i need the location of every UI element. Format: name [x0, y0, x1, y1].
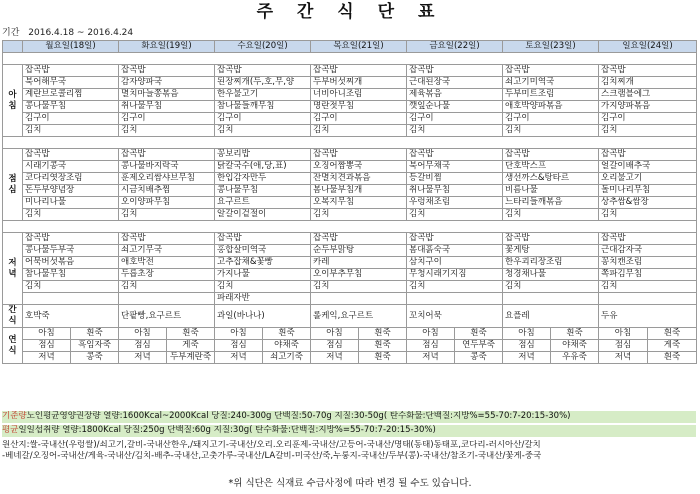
menu-cell: 코다리엿장조림: [23, 173, 119, 185]
menu-cell: [23, 293, 119, 305]
menu-cell: 잡곡밥: [311, 65, 407, 77]
soft-meal-cell: [23, 340, 119, 352]
menu-cell: 순두부맑탕: [311, 245, 407, 257]
soft-meal-time: 아침: [422, 328, 439, 338]
soft-meal-cell: [407, 328, 503, 340]
menu-cell: 잡곡밥: [503, 233, 599, 245]
soft-meal-porridge: 흰죽: [70, 328, 118, 339]
menu-cell: 김구이: [503, 113, 599, 125]
meal-label: 저녁: [3, 233, 23, 305]
nutrition-standard-text: 노인평균영양권장량 열량:1600Kcal~2000Kcal 당질:240-300g 단백질:50-70g 지질:30-50g( 탄수화물:단백질:지방%=55-70:7-20:15-30%): [26, 411, 571, 421]
menu-cell: 김치: [599, 281, 697, 293]
corner-cell: [3, 41, 23, 53]
soft-meal-time: 저녁: [230, 352, 247, 362]
menu-cell: 잡곡밥: [119, 149, 215, 161]
menu-cell: 김치: [407, 209, 503, 221]
menu-cell: 잡곡밥: [23, 65, 119, 77]
soft-meal-cell: [119, 340, 215, 352]
nutrition-standard: [2, 411, 696, 423]
menu-cell: 두부버섯찌개: [311, 77, 407, 89]
soft-meal-porridge: 흰죽: [647, 352, 696, 363]
menu-cell: 오복지무침: [311, 197, 407, 209]
menu-cell: 파래자반: [215, 293, 311, 305]
menu-cell: 김치: [503, 125, 599, 137]
menu-cell: 북어해무국: [23, 77, 119, 89]
menu-cell: 미나리나물: [23, 197, 119, 209]
soft-meal-time: 저녁: [38, 352, 55, 362]
soft-meal-time: 저녁: [326, 352, 343, 362]
soft-meal-porridge: 흰죽: [358, 352, 406, 363]
nutrition-standard-tag: 기준량: [2, 411, 27, 421]
menu-cell: 쇠고기무국: [119, 245, 215, 257]
menu-cell: 김치: [119, 209, 215, 221]
soft-meal-porridge: 두부계란죽: [166, 352, 214, 363]
menu-cell: 꽁치캔조림: [599, 257, 697, 269]
menu-cell: 가지양파볶음: [599, 101, 697, 113]
menu-cell: 애호박전: [119, 257, 215, 269]
menu-cell: 김치: [215, 281, 311, 293]
menu-cell: 근대감자국: [599, 245, 697, 257]
menu-cell: 잡곡밥: [407, 65, 503, 77]
soft-meal-time: 아침: [134, 328, 151, 338]
menu-table: [2, 40, 697, 364]
nutrition-average-tag: 평균: [2, 425, 19, 435]
origin-line: -베네갈/오징어-국내산/게육-국내산/김치-배추-국내산,고춧가루-국내산/LA갈비-미국산/죽,누룽지-국내산/두부(콩)-국내산/참조기-국내산/꽃게-중국: [2, 451, 542, 461]
menu-cell: 상추쌈&쌈장: [599, 197, 697, 209]
soft-meal-time: 저녁: [518, 352, 535, 362]
day-header: 화요일(19일): [119, 41, 215, 53]
menu-cell: 꽃게탕: [503, 245, 599, 257]
menu-cell: 깻잎순나물: [407, 101, 503, 113]
soft-meal-time: 점심: [230, 340, 247, 350]
menu-cell: 김구이: [215, 113, 311, 125]
menu-cell: 잡곡밥: [407, 149, 503, 161]
soft-meal-cell: [599, 340, 697, 352]
menu-cell: 잡곡밥: [599, 233, 697, 245]
soft-meal-cell: [215, 328, 311, 340]
menu-cell: 김구이: [23, 113, 119, 125]
soft-meal-cell: [503, 352, 599, 364]
soft-meal-row: [3, 352, 697, 364]
soft-meal-time: 저녁: [614, 352, 632, 362]
day-header: 금요일(22일): [407, 41, 503, 53]
menu-cell: 근대된장국: [407, 77, 503, 89]
day-header: 토요일(23일): [503, 41, 599, 53]
soft-meal-porridge: 콩죽: [454, 352, 502, 363]
menu-cell: 잡곡밥: [599, 65, 697, 77]
soft-meal-time: 점심: [422, 340, 439, 350]
menu-row: [3, 245, 697, 257]
menu-cell: 김치: [503, 209, 599, 221]
menu-cell: 삼치구이: [407, 257, 503, 269]
separator-row: [3, 53, 697, 65]
separator-cell: [3, 53, 697, 65]
soft-meal-porridge: 흰죽: [358, 340, 406, 351]
menu-cell: 김치: [311, 209, 407, 221]
menu-row: [3, 77, 697, 89]
snack-cell: 롤케익,요구르트: [311, 305, 407, 328]
period: [2, 25, 139, 38]
menu-cell: 김구이: [311, 113, 407, 125]
origin-line: 원산지:쌀-국내산(우렁쌀)/쇠고기,갈비-국내산한우,/돼지고기-국내산/오리.오리훈제-국내산/고등어-국내산/명태(동태)동태포,코다리-러시아산/갈치: [2, 440, 541, 450]
soft-meal-cell: [503, 340, 599, 352]
menu-cell: 잡곡밥: [119, 233, 215, 245]
menu-row: [3, 173, 697, 185]
menu-cell: 김치: [407, 281, 503, 293]
menu-row: [3, 269, 697, 281]
soft-meal-porridge: 쇠고기죽: [262, 352, 310, 363]
soft-meal-porridge: 흰죽: [166, 328, 214, 339]
soft-meal-cell: [119, 328, 215, 340]
menu-cell: 너비아니조림: [311, 89, 407, 101]
menu-cell: 알갈이겉절이: [215, 209, 311, 221]
soft-meal-cell: [599, 352, 697, 364]
menu-cell: 멸치마늘쫑볶음: [119, 89, 215, 101]
menu-cell: 콩나물두부국: [23, 245, 119, 257]
menu-cell: 우렁채조림: [407, 197, 503, 209]
meal-label: 점심: [3, 149, 23, 221]
separator-row: [3, 221, 697, 233]
menu-cell: 잡곡밥: [23, 233, 119, 245]
meal-label: 아침: [3, 65, 23, 137]
menu-cell: 잡곡밥: [215, 65, 311, 77]
soft-meal-porridge: 흰죽: [550, 328, 598, 339]
soft-meal-porridge: 콩죽: [70, 352, 118, 363]
menu-row: [3, 293, 697, 305]
menu-cell: 잔멸치견과볶음: [311, 173, 407, 185]
soft-meal-cell: [119, 352, 215, 364]
menu-cell: 쪽파김무침: [599, 269, 697, 281]
menu-cell: 느타리들깨볶음: [503, 197, 599, 209]
menu-cell: 돌미나리무침: [599, 185, 697, 197]
menu-row: [3, 233, 697, 245]
menu-cell: 잡곡밥: [599, 149, 697, 161]
snack-label: 간식: [3, 305, 23, 328]
menu-cell: 계란브로콜리찜: [23, 89, 119, 101]
soft-meal-time: 점심: [518, 340, 535, 350]
menu-cell: 김치: [311, 125, 407, 137]
menu-cell: 훈제오리쌈샤브무침: [119, 173, 215, 185]
menu-cell: 비름나물: [503, 185, 599, 197]
menu-cell: 취나물무침: [119, 101, 215, 113]
soft-meal-time: 점심: [38, 340, 55, 350]
nutrition-average-text: 일일섭취량 열량:1800Kcal 당질:250g 단백질:60g 지질:30g( 탄수화물:단백질:지방%=55-70:7-20:15-30%): [18, 425, 436, 435]
origin-info: [2, 440, 696, 462]
menu-row: [3, 185, 697, 197]
menu-cell: 등갈비찜: [407, 173, 503, 185]
menu-row: [3, 113, 697, 125]
snack-cell: 단팥빵,요구르트: [119, 305, 215, 328]
snack-cell: 두유: [599, 305, 697, 328]
menu-row: [3, 101, 697, 113]
menu-cell: 어묵버섯볶음: [23, 257, 119, 269]
page-title: 주 간 식 단 표: [256, 2, 444, 22]
menu-row: [3, 209, 697, 221]
menu-cell: 홍합살미역국: [215, 245, 311, 257]
menu-cell: 한우불고기: [215, 89, 311, 101]
menu-cell: 잡곡밥: [311, 233, 407, 245]
menu-cell: 김치찌개: [599, 77, 697, 89]
snack-cell: 과일(바나나): [215, 305, 311, 328]
menu-cell: 두릅초장: [119, 269, 215, 281]
soft-meal-row: [3, 340, 697, 352]
soft-meal-time: 저녁: [422, 352, 439, 362]
menu-cell: 시래기콩국: [23, 161, 119, 173]
menu-cell: 봄대흙숙국: [407, 245, 503, 257]
menu-cell: 잡곡밥: [503, 65, 599, 77]
menu-cell: 돈두부양념장: [23, 185, 119, 197]
menu-row: [3, 89, 697, 101]
snack-cell: 호박죽: [23, 305, 119, 328]
menu-cell: 김치: [119, 125, 215, 137]
soft-meal-cell: [215, 340, 311, 352]
soft-meal-time: 저녁: [134, 352, 151, 362]
separator-cell: [3, 221, 697, 233]
snack-row: [3, 305, 697, 328]
menu-cell: 오리불고기: [599, 173, 697, 185]
menu-cell: 참나물들깨무침: [215, 101, 311, 113]
menu-cell: 가지나물: [215, 269, 311, 281]
soft-meal-porridge: 흰죽: [358, 328, 406, 339]
day-header: 목요일(21일): [311, 41, 407, 53]
menu-cell: [503, 293, 599, 305]
menu-row: [3, 161, 697, 173]
menu-cell: 김치: [119, 281, 215, 293]
menu-cell: [407, 293, 503, 305]
day-header: 일요일(24일): [599, 41, 697, 53]
menu-cell: 김치: [599, 125, 697, 137]
menu-cell: 된장찌개(두,호,무,양: [215, 77, 311, 89]
menu-cell: 한입감자만두: [215, 173, 311, 185]
menu-cell: 두부미트조림: [503, 89, 599, 101]
menu-cell: 얼갈이배추국: [599, 161, 697, 173]
menu-row: [3, 281, 697, 293]
menu-cell: 콩나물바지락국: [119, 161, 215, 173]
menu-cell: [599, 293, 697, 305]
soft-meal-porridge: 게죽: [166, 340, 214, 351]
menu-cell: 스크램블에그: [599, 89, 697, 101]
menu-cell: 오징어짬뽕국: [311, 161, 407, 173]
soft-meal-cell: [311, 328, 407, 340]
menu-cell: 한우괴리장조림: [503, 257, 599, 269]
soft-meal-time: 아침: [614, 328, 632, 338]
menu-cell: 잡곡밥: [311, 149, 407, 161]
menu-cell: 봄나물부침개: [311, 185, 407, 197]
soft-meal-cell: [215, 352, 311, 364]
menu-cell: 김치: [23, 209, 119, 221]
soft-meal-time: 아침: [38, 328, 55, 338]
soft-meal-porridge: 야채죽: [550, 340, 598, 351]
snack-cell: 요플레: [503, 305, 599, 328]
menu-row: [3, 125, 697, 137]
period-value: 2016.4.18 ~ 2016.4.24: [28, 28, 134, 38]
soft-meal-porridge: 흰죽: [262, 328, 310, 339]
menu-cell: 꽁보리밥: [215, 149, 311, 161]
menu-cell: 북어무채국: [407, 161, 503, 173]
soft-meal-porridge: 흰죽: [647, 328, 696, 339]
separator-row: [3, 137, 697, 149]
menu-cell: 김치: [215, 125, 311, 137]
soft-meal-cell: [407, 352, 503, 364]
menu-cell: 잡곡밥: [407, 233, 503, 245]
soft-meal-porridge: 연두부죽: [454, 340, 502, 351]
soft-meal-porridge: 흑임자죽: [70, 340, 118, 351]
soft-meal-label: 연식: [3, 328, 23, 364]
menu-cell: 잡곡밥: [503, 149, 599, 161]
snack-cell: 꼬치어묵: [407, 305, 503, 328]
menu-cell: 단호박스프: [503, 161, 599, 173]
soft-meal-porridge: 야채죽: [262, 340, 310, 351]
soft-meal-time: 점심: [134, 340, 151, 350]
menu-cell: 제육볶음: [407, 89, 503, 101]
menu-cell: 콩나물무침: [215, 185, 311, 197]
soft-meal-cell: [311, 352, 407, 364]
notice: *위 식단은 식재료 수급사정에 따라 변경 될 수도 있습니다.: [228, 478, 472, 489]
separator-cell: [3, 137, 697, 149]
menu-cell: 김치: [23, 281, 119, 293]
soft-meal-cell: [311, 340, 407, 352]
menu-cell: 오이부추무침: [311, 269, 407, 281]
menu-row: [3, 257, 697, 269]
menu-cell: 참나물무침: [23, 269, 119, 281]
soft-meal-time: 점심: [326, 340, 343, 350]
soft-meal-row: [3, 328, 697, 340]
soft-meal-time: 아침: [326, 328, 343, 338]
menu-cell: 쇠고기미역국: [503, 77, 599, 89]
menu-cell: 잡곡밥: [23, 149, 119, 161]
soft-meal-cell: [599, 328, 697, 340]
menu-cell: 김치: [503, 281, 599, 293]
soft-meal-cell: [23, 352, 119, 364]
menu-cell: 애호박양파볶음: [503, 101, 599, 113]
soft-meal-cell: [23, 328, 119, 340]
menu-cell: 카레: [311, 257, 407, 269]
menu-row: [3, 65, 697, 77]
day-header: 월요일(18일): [23, 41, 119, 53]
day-header-row: [3, 41, 697, 53]
menu-cell: 김구이: [119, 113, 215, 125]
menu-cell: 명란젓무침: [311, 101, 407, 113]
menu-cell: [119, 293, 215, 305]
menu-cell: 김치: [407, 125, 503, 137]
soft-meal-cell: [503, 328, 599, 340]
menu-cell: 잡곡밥: [119, 65, 215, 77]
soft-meal-porridge: 게죽: [647, 340, 696, 351]
menu-cell: 생선까스&탕타르: [503, 173, 599, 185]
menu-row: [3, 149, 697, 161]
period-label: 기간: [2, 28, 20, 38]
menu-cell: 김치: [23, 125, 119, 137]
menu-row: [3, 197, 697, 209]
nutrition-average: [2, 425, 696, 437]
menu-cell: 무청시래기지짐: [407, 269, 503, 281]
soft-meal-time: 점심: [614, 340, 632, 350]
menu-cell: 닭칼국수(애,당,표): [215, 161, 311, 173]
menu-cell: 잡곡밥: [215, 233, 311, 245]
menu-cell: 김치: [311, 281, 407, 293]
menu-cell: 시금치배추찜: [119, 185, 215, 197]
menu-cell: 오이양파무침: [119, 197, 215, 209]
menu-cell: 고추잡채&꽃빵: [215, 257, 311, 269]
soft-meal-cell: [407, 340, 503, 352]
menu-cell: 감자양파국: [119, 77, 215, 89]
soft-meal-porridge: 우유죽: [550, 352, 598, 363]
menu-cell: 김구이: [599, 113, 697, 125]
menu-cell: 김치: [599, 209, 697, 221]
menu-cell: 콩나물무침: [23, 101, 119, 113]
menu-cell: 청경채나물: [503, 269, 599, 281]
menu-cell: 김구이: [407, 113, 503, 125]
menu-cell: [311, 293, 407, 305]
soft-meal-time: 아침: [518, 328, 535, 338]
day-header: 수요일(20일): [215, 41, 311, 53]
menu-cell: 요구르트: [215, 197, 311, 209]
menu-cell: 취나물무침: [407, 185, 503, 197]
soft-meal-porridge: 흰죽: [454, 328, 502, 339]
soft-meal-time: 아침: [230, 328, 247, 338]
